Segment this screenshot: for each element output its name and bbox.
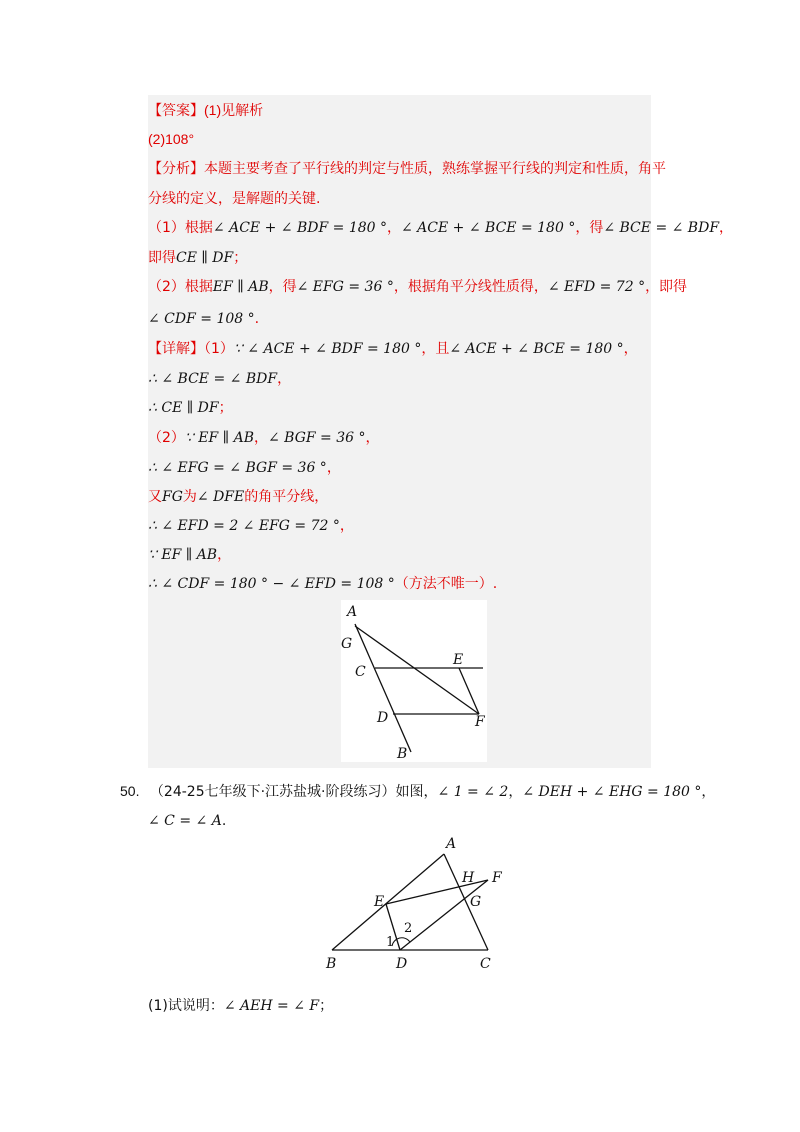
question-text: 如图， — [395, 784, 438, 800]
punctuation: ， — [326, 460, 341, 476]
punctuation: ， — [623, 341, 638, 357]
answer-part2: (2)108° — [148, 131, 195, 147]
analysis-step2-text: ，根据角平分线性质得， — [393, 279, 548, 295]
math-expression: ∴ ∠ BCE = ∠ BDF — [148, 371, 278, 387]
label-c: C — [355, 664, 366, 680]
label-b: B — [397, 746, 408, 762]
detail-label: 【详解】 — [148, 341, 204, 357]
detail-text: 为 — [182, 489, 197, 505]
detail-line-8 — [148, 545, 231, 565]
punctuation: ， — [508, 784, 523, 800]
label-g: G — [341, 636, 353, 652]
math-expression: ∠ CDF = 108 ° — [148, 311, 255, 327]
math-expression: ∴ CE ∥ DF — [148, 400, 219, 416]
punctuation: ， — [253, 430, 268, 446]
punctuation: ， — [365, 430, 380, 446]
figure-2-diagram — [318, 834, 508, 974]
label-c: C — [480, 956, 491, 972]
label-d: D — [377, 710, 389, 726]
label-angle-2: 2 — [404, 921, 413, 936]
analysis-step2-line-2 — [148, 309, 259, 329]
analysis-step1-line-2 — [148, 248, 247, 268]
answer-label: 【答案】 — [148, 103, 204, 119]
math-expression: ∵ EF ∥ AB — [148, 547, 218, 563]
punctuation: . — [221, 813, 227, 829]
detail-line-6 — [148, 487, 328, 507]
math-expression: ∵ ∠ ACE + ∠ BDF = 180 ° — [233, 341, 422, 357]
math-expression: ∠ ACE + ∠ BDF = 180 ° — [212, 220, 387, 236]
punctuation: . — [492, 576, 498, 592]
analysis-step1-text: 即得 — [148, 250, 176, 266]
punctuation: ， — [719, 220, 734, 236]
analysis-step2-line — [148, 277, 687, 297]
punctuation: ， — [217, 547, 232, 563]
punctuation: ； — [218, 400, 233, 416]
math-expression: ∠ EFD = 72 ° — [547, 279, 646, 295]
punctuation: ， — [387, 220, 401, 236]
analysis-step1-text: （1）根据 — [148, 220, 213, 236]
detail-line-3 — [148, 398, 233, 418]
math-expression: ∠ C = ∠ A — [148, 813, 222, 829]
analysis-step2-text: （2）根据 — [148, 279, 213, 295]
label-g: G — [470, 894, 482, 910]
math-expression: ∠ EFG = 36 ° — [296, 279, 394, 295]
label-a: A — [347, 604, 358, 620]
math-expression: ∠ AEH = ∠ F — [223, 998, 320, 1014]
label-angle-1: 1 — [386, 935, 395, 950]
math-expression: EF ∥ AB — [212, 279, 269, 295]
math-expression: ∴ ∠ EFD = 2 ∠ EFG = 72 ° — [148, 518, 340, 534]
analysis-line-1 — [148, 159, 666, 179]
detail-text: （2） — [148, 430, 185, 446]
math-expression: ∠ ACE + ∠ BCE = 180 ° — [449, 341, 624, 357]
figure-1 — [341, 600, 487, 762]
analysis-step2-text: ，即得 — [645, 279, 688, 295]
label-h: H — [462, 870, 475, 886]
label-f: F — [475, 714, 485, 730]
detail-text: ，且 — [421, 341, 450, 357]
detail-line-7 — [148, 516, 354, 536]
math-expression: ∴ ∠ EFG = ∠ BGF = 36 ° — [148, 460, 327, 476]
figure-2 — [318, 834, 508, 974]
math-expression: CE ∥ DF — [176, 250, 234, 266]
analysis-step2-text: ，得 — [268, 279, 297, 295]
analysis-line-2 — [148, 189, 320, 209]
label-f: F — [492, 870, 502, 886]
punctuation: ， — [277, 371, 292, 387]
punctuation: ； — [319, 998, 334, 1014]
sub-question-text: (1)试说明： — [148, 998, 224, 1014]
punctuation: ； — [233, 250, 248, 266]
detail-text: 又 — [148, 489, 162, 505]
math-expression: ∠ 1 = ∠ 2 — [437, 784, 509, 800]
question-50-line-1 — [120, 781, 715, 802]
question-50-sub1 — [148, 996, 333, 1016]
math-expression: ∴ ∠ CDF = 180 ° − ∠ EFD = 108 ° — [148, 576, 395, 592]
figure-1-diagram — [341, 600, 487, 762]
line-ab — [355, 624, 411, 752]
line-ac — [444, 854, 488, 950]
math-expression: ∠ BCE = ∠ BDF — [603, 220, 720, 236]
label-b: B — [326, 956, 337, 972]
question-number: 50. — [120, 783, 140, 799]
detail-line-1 — [148, 339, 638, 359]
detail-text: （1） — [204, 341, 234, 357]
detail-text: 的角平分线， — [244, 489, 329, 505]
detail-line-4 — [148, 428, 380, 448]
math-expression: ∵ EF ∥ AB — [184, 430, 254, 446]
question-50-line-2 — [148, 811, 226, 831]
label-e: E — [374, 894, 385, 910]
analysis-label: 【分析】 — [148, 161, 204, 177]
math-expression: ∠ BGF = 36 ° — [267, 430, 366, 446]
math-expression: ∠ DEH + ∠ EHG = 180 ° — [522, 784, 702, 800]
detail-line-5 — [148, 458, 341, 478]
detail-line-9 — [148, 574, 497, 594]
answer-line — [148, 100, 263, 121]
analysis-text-1: 本题主要考查了平行线的判定与性质，熟练掌握平行线的判定和性质，角平 — [204, 161, 666, 177]
answer-part2-line — [148, 129, 194, 150]
analysis-step1-text: ，得 — [575, 220, 604, 236]
math-expression: ∠ DFE — [196, 489, 245, 505]
punctuation: ， — [339, 518, 354, 534]
label-d: D — [396, 956, 408, 972]
detail-line-2 — [148, 369, 291, 389]
question-source: （24-25七年级下·江苏盐城·阶段练习） — [149, 784, 396, 800]
label-e: E — [453, 652, 464, 668]
detail-text: （方法不唯一） — [394, 576, 493, 592]
label-a: A — [446, 836, 457, 852]
math-expression: FG — [162, 489, 183, 505]
answer-part1: (1)见解析 — [204, 102, 264, 118]
analysis-text-2: 分线的定义，是解题的关键. — [148, 191, 321, 207]
punctuation: . — [254, 311, 260, 327]
math-expression: ∠ ACE + ∠ BCE = 180 ° — [401, 220, 576, 236]
analysis-step1-line — [148, 218, 733, 238]
punctuation: ， — [701, 784, 716, 800]
